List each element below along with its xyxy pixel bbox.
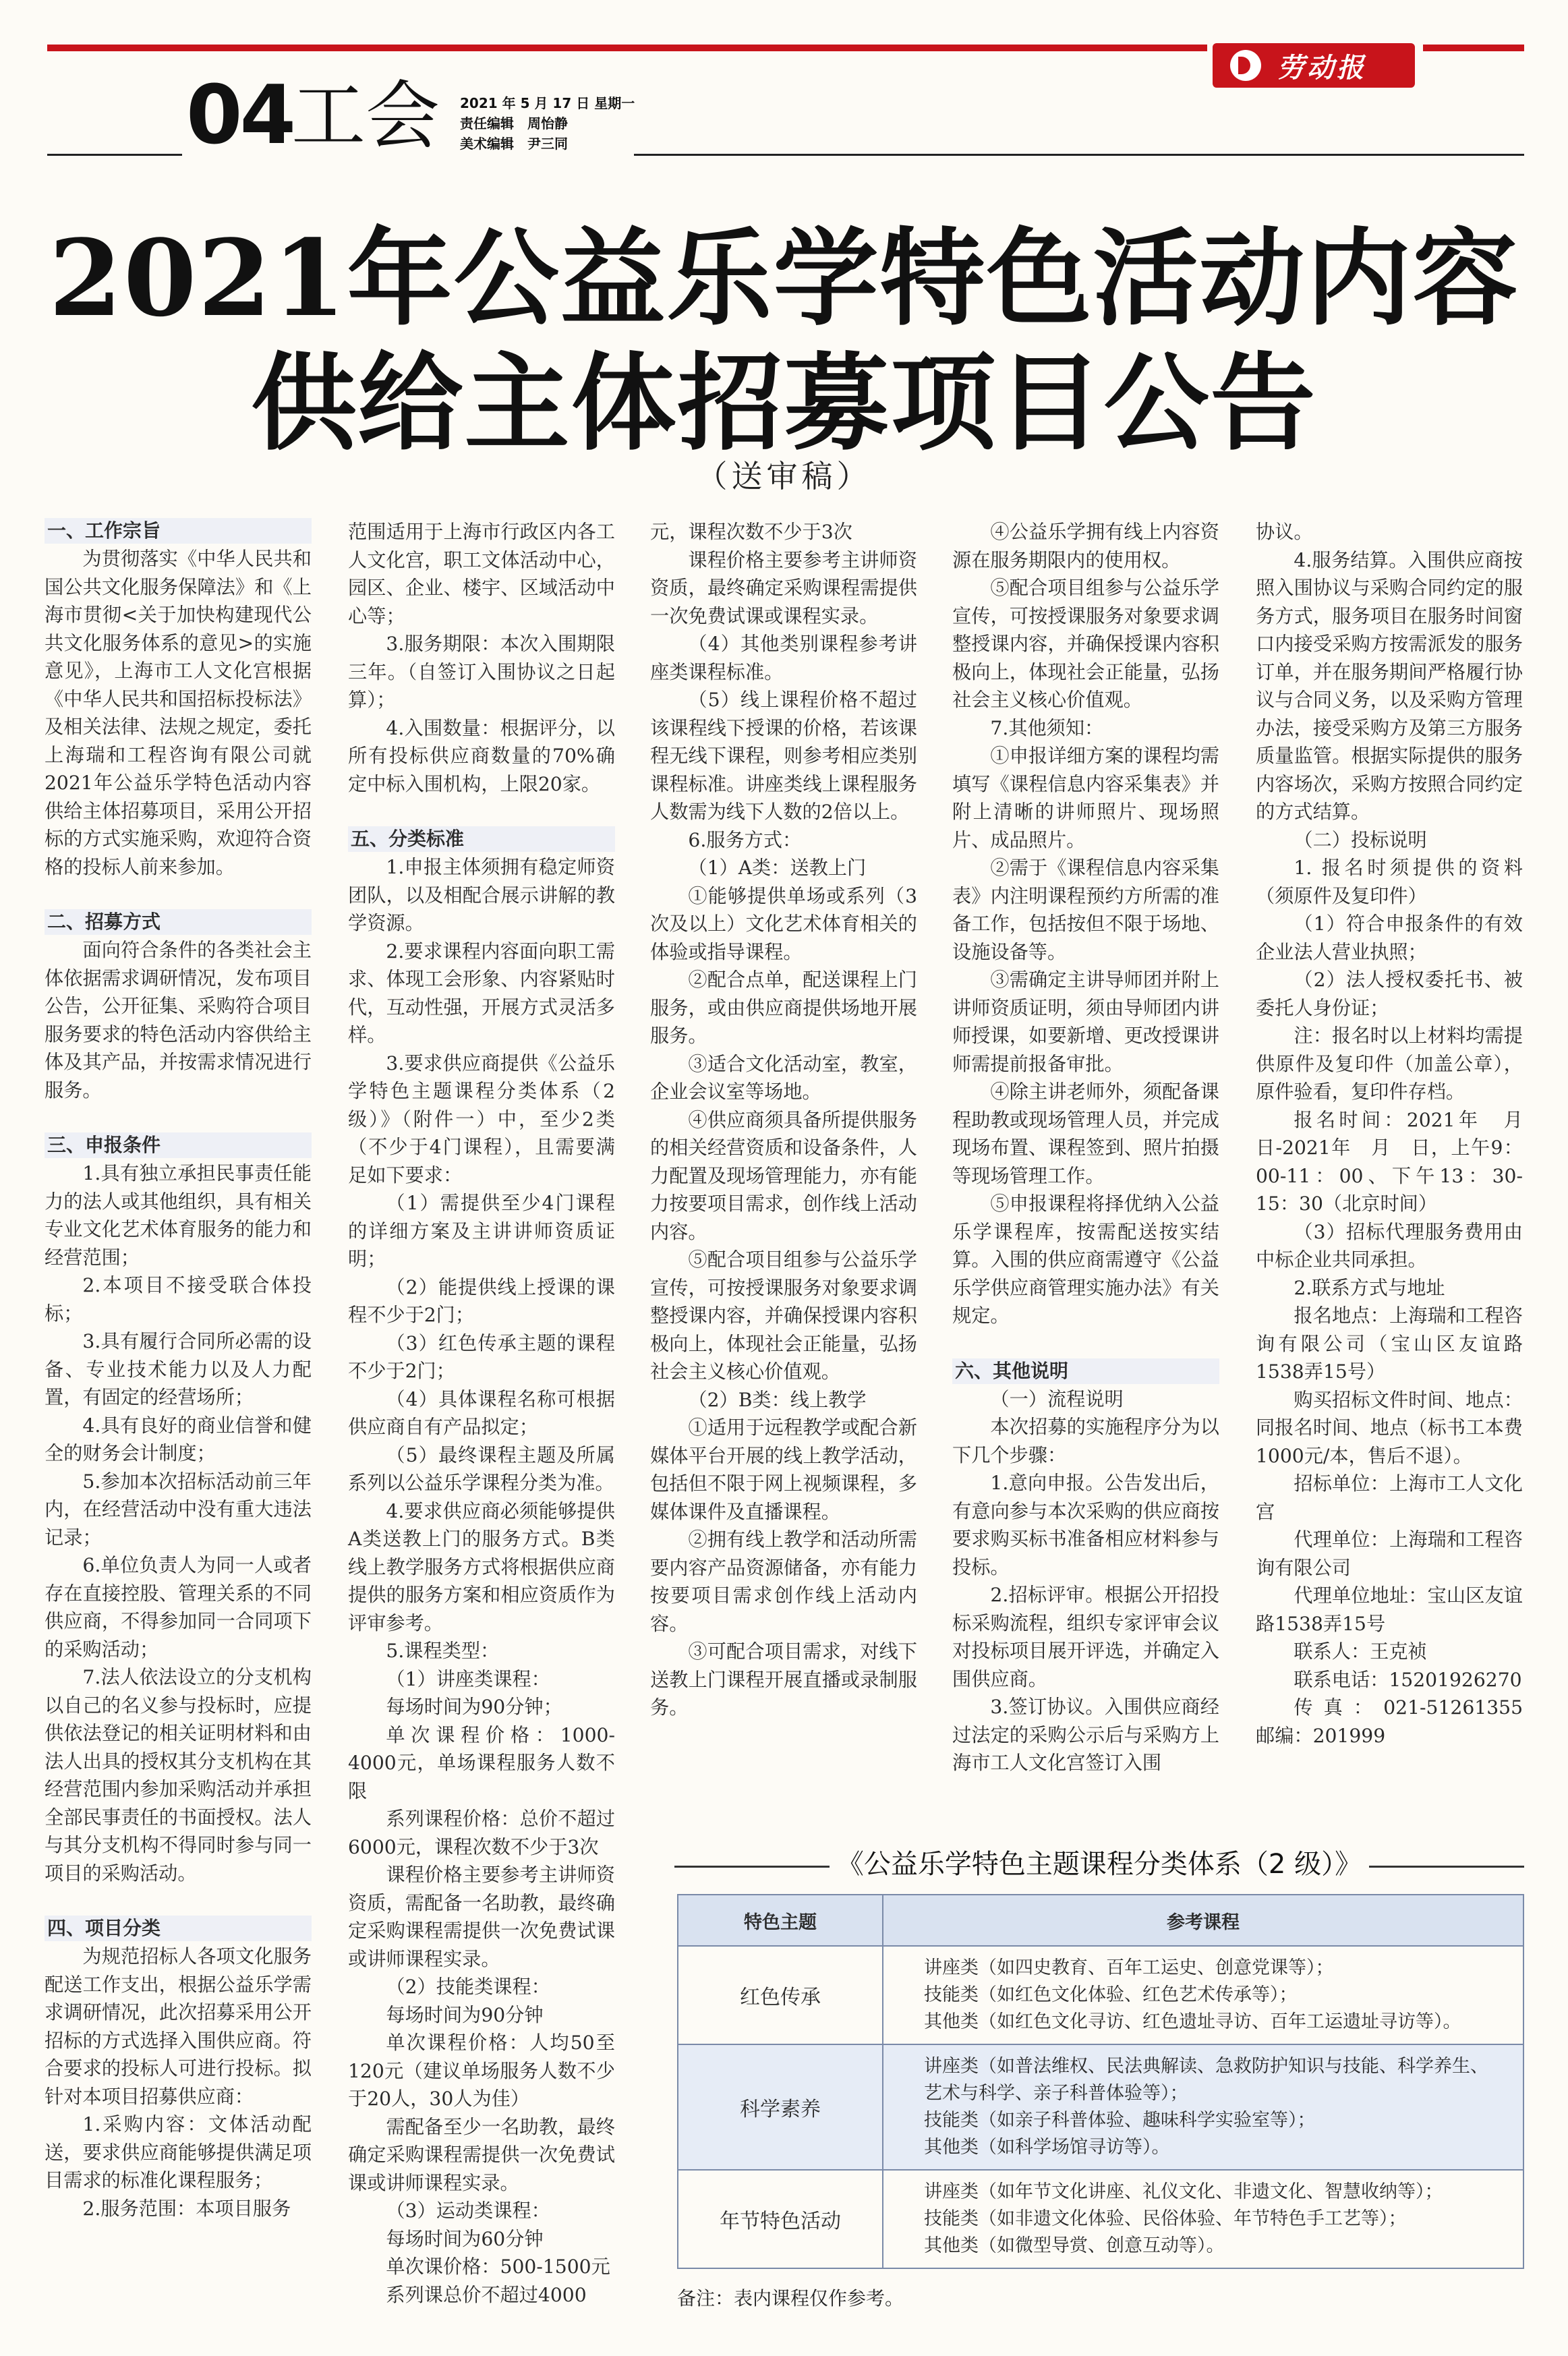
header-rule-left bbox=[47, 154, 182, 156]
paragraph: 课程价格主要参考主讲师资资质，最终确定采购课程需提供一次免费试课或课程实录。 bbox=[650, 548, 917, 627]
paragraph-gap bbox=[45, 1104, 312, 1123]
paragraph: （2）法人授权委托书、被委托人身份证； bbox=[1256, 969, 1523, 1019]
paragraph: ⑤申报课程将择优纳入公益乐学课程库，按需配送按实结算。入围的供应商需遵守《公益乐学供应商管理实施办法》有关规定。 bbox=[952, 1193, 1219, 1327]
text-column-5 bbox=[1256, 518, 1542, 1750]
paragraph: 3.服务期限：本次入围期限三年。（自签订入围协议之日起算）； bbox=[348, 633, 615, 711]
paragraph: 2.联系方式与地址 bbox=[1294, 1276, 1445, 1299]
paragraph: 2.要求课程内容面向职工需求、体现工会形象、内容紧贴时代，互动性强，开展方式灵活多样。 bbox=[348, 940, 615, 1046]
section-heading: 四、项目分类 bbox=[45, 1916, 312, 1941]
paragraph: ①适用于远程教学或配合新媒体平台开展的线上教学活动，包括但不限于网上视频课程，多媒体课件及直播课程。 bbox=[650, 1416, 917, 1523]
paragraph: 4.具有良好的商业信誉和健全的财务会计制度； bbox=[45, 1414, 312, 1464]
course-line: 技能类（如红色文化体验、红色艺术传承等）； bbox=[924, 1984, 1298, 2005]
paragraph: 代理单位地址：宝山区友谊路1538弄15号 bbox=[1256, 1584, 1523, 1635]
paragraph: 课程价格主要参考主讲师资资质，需配备一名助教，最终确定采购课程需提供一次免费试课或讲师课程实录。 bbox=[348, 1864, 615, 1970]
paragraph: （3）招标代理服务费用由中标企业共同承担。 bbox=[1256, 1220, 1523, 1271]
paragraph: 系列课总价不超过4000 bbox=[386, 2283, 587, 2306]
paragraph: ④除主讲老师外，须配备课程助教或现场管理人员，并完成现场布置、课程签到、照片拍摄等现场管理工作。 bbox=[952, 1081, 1219, 1187]
paragraph-gap bbox=[952, 1330, 1219, 1349]
header-courses: 参考课程 bbox=[883, 1895, 1523, 1946]
paragraph: 协议。 bbox=[1256, 521, 1313, 543]
text-column-1 bbox=[45, 518, 312, 2222]
paragraph: ③适合文化活动室，教室，企业会议室等场地。 bbox=[650, 1052, 917, 1103]
paragraph: ⑤配合项目组参与公益乐学宣传，可按授课服务对象要求调整授课内容，并确保授课内容积极向上，体现社会正能量，弘扬社会主义核心价值观。 bbox=[952, 577, 1219, 711]
paragraph: 1.申报主体须拥有稳定师资团队，以及相配合展示讲解的教学资源。 bbox=[348, 856, 615, 934]
course-line: 其他类（如科学场馆寻访等）。 bbox=[924, 2137, 1170, 2158]
course-line: 技能类（如非遗文化体验、民俗体验、年节特色手工艺等）； bbox=[924, 2208, 1407, 2229]
course-line: 技能类（如亲子科普体验、趣味科学实验室等）； bbox=[924, 2110, 1316, 2131]
paragraph: 1.意向申报。公告发出后，有意向参与本次采购的供应商按要求购买标书准备相应材料参与投标。 bbox=[952, 1472, 1219, 1578]
table-row bbox=[678, 1946, 1523, 2044]
paragraph: 每场时间为90分钟； bbox=[386, 1696, 562, 1718]
table-title bbox=[674, 1843, 1524, 1881]
title-line-1: 2021年公益乐学特色活动内容 bbox=[49, 217, 1519, 340]
paragraph: 1.采购内容：文体活动配送，要求供应商能够提供满足项目需求的标准化课程服务； bbox=[45, 2113, 312, 2191]
paragraph: 联系人：王克祯 bbox=[1294, 1640, 1427, 1663]
header-theme: 特色主题 bbox=[678, 1895, 883, 1946]
paragraph: 面向符合条件的各类社会主体依据需求调研情况，发布项目公告，公开征集、采购符合项目服务要求的特色活动内容供给主体及其产品，并按需求情况进行服务。 bbox=[45, 939, 312, 1101]
paragraph: 6.服务方式： bbox=[688, 828, 802, 851]
page-section-name: 工会 bbox=[291, 73, 440, 159]
paragraph: （二）投标说明 bbox=[1294, 828, 1427, 851]
paragraph: 购买招标文件时间、地点：同报名时间、地点（标书工本费1000元/本，售后不退）。 bbox=[1256, 1388, 1523, 1467]
top-red-rule-right bbox=[1423, 45, 1524, 51]
paragraph: 为规范招标人各项文化服务配送工作支出，根据公益乐学需求调研情况，此次招募采用公开招标的方式选择入围供应商。符合要求的投标人可进行投标。拟针对本项目招募供应商： bbox=[45, 1945, 312, 2108]
paragraph: ③可配合项目需求，对线下送教上门课程开展直播或录制服务。 bbox=[650, 1640, 917, 1719]
paragraph: 系列课程价格：总价不超过6000元，课程次数不少于3次 bbox=[348, 1808, 615, 1858]
theme-cell: 年节特色活动 bbox=[678, 2170, 883, 2268]
paragraph: （一）流程说明 bbox=[990, 1387, 1124, 1410]
paragraph: 招标单位：上海市工人文化宫 bbox=[1256, 1472, 1523, 1523]
paragraph: ④供应商须具备所提供服务的相关经营资质和设备条件，人力配置及现场管理能力，亦有能力按要项目需求，创作线上活动内容。 bbox=[650, 1108, 917, 1243]
paragraph: 3.具有履行合同所必需的设备、专业技术能力以及人力配置，有固定的经营场所； bbox=[45, 1330, 312, 1408]
article-title bbox=[0, 216, 1568, 465]
newspaper-logo bbox=[1213, 43, 1415, 88]
paragraph: （1）符合申报条件的有效企业法人营业执照； bbox=[1256, 913, 1523, 963]
paragraph: 5.课程类型： bbox=[386, 1640, 500, 1662]
course-line: 讲座类（如四史教育、百年工运史、创意党课等）； bbox=[924, 1957, 1334, 1978]
paragraph: （1）讲座类课程： bbox=[386, 1667, 550, 1690]
course-line: 艺术与科学、亲子科普体验等）； bbox=[924, 2083, 1188, 2104]
paragraph: 7.法人依法设立的分支机构以自己的名义参与投标时，应提供依法登记的相关证明材料和由法人出具的授权其分支机构在其经营范围内参加采购活动并承担全部民事责任的书面授权。法人与其分支机构不得同时参与同一项目的采购活动。 bbox=[45, 1666, 312, 1885]
section-heading: 一、工作宗旨 bbox=[45, 518, 312, 544]
paragraph: 3.要求供应商提供《公益乐学特色主题课程分类体系（2级）》（附件一）中，至少2类（不少于4门课程），且需要满足如下要求： bbox=[348, 1052, 615, 1186]
paragraph: 4.服务结算。入围供应商按照入围协议与采购合同约定的服务方式，服务项目在服务时间窗口内接受采购方按需派发的服务订单，并在服务期间严格履行协议与合同义务，以及采购方管理办法，接受采购方及第三方服务质量监管。根据实际提供的服务内容场次，采购方按照合同约定的方式结算。 bbox=[1256, 548, 1523, 823]
paragraph: ⑤配合项目组参与公益乐学宣传，可按授课服务对象要求调整授课内容，并确保授课内容积极向上，体现社会正能量，弘扬社会主义核心价值观。 bbox=[650, 1248, 917, 1383]
reference-courses-cell bbox=[883, 2170, 1523, 2268]
paragraph: 每场时间为90分钟 bbox=[386, 2003, 544, 2026]
issue-date: 2021 年 5 月 17 日 星期一 bbox=[460, 95, 635, 111]
reference-courses-cell bbox=[883, 2044, 1523, 2170]
page-meta bbox=[460, 93, 635, 154]
logo-mark-icon bbox=[1230, 50, 1261, 81]
paragraph: 注：报名时以上材料均需提供原件及复印件（加盖公章），原件验看，复印件存档。 bbox=[1256, 1025, 1523, 1103]
paragraph: 3.签订协议。入围供应商经过法定的采购公示后与采购方上海市工人文化宫签订入围 bbox=[952, 1696, 1219, 1774]
table-title-rule-right bbox=[1369, 1866, 1524, 1868]
course-line: 讲座类（如普法维权、民法典解读、急救防护知识与技能、科学养生、 bbox=[924, 2056, 1488, 2077]
course-line: 其他类（如微型导赏、创意互动等）。 bbox=[924, 2235, 1225, 2256]
table-note: 备注：表内课程仅作参考。 bbox=[677, 2287, 904, 2309]
logo-text: 劳动报 bbox=[1277, 52, 1366, 84]
course-line: 讲座类（如年节文化讲座、礼仪文化、非遗文化、智慧收纳等）； bbox=[924, 2181, 1443, 2202]
theme-cell: 红色传承 bbox=[678, 1946, 883, 2044]
top-red-rule bbox=[47, 45, 1207, 51]
paragraph: 代理单位：上海瑞和工程咨询有限公司 bbox=[1256, 1528, 1523, 1579]
paragraph: 本次招募的实施程序分为以下几个步骤： bbox=[952, 1416, 1219, 1466]
paragraph: 需配备至少一名助教，最终确定采购课程需提供一次免费试课或讲师课程实录。 bbox=[348, 2115, 615, 2194]
table-body bbox=[678, 1946, 1523, 2268]
text-column-2 bbox=[348, 518, 615, 2309]
table-title-text: 《公益乐学特色主题课程分类体系（2 级）》 bbox=[836, 1849, 1362, 1880]
table-header-row bbox=[678, 1895, 1523, 1946]
paragraph: 7.其他须知： bbox=[990, 716, 1104, 739]
paragraph: （3）红色传承主题的课程不少于2门； bbox=[348, 1331, 615, 1382]
paragraph: （1）A类：送教上门 bbox=[688, 857, 867, 879]
paragraph: （5）线上课程价格不超过该课程线下授课的价格，若该课程无线下课程，则参考相应类别课程标准。讲座类线上课程服务人数需为线下人数的2倍以上。 bbox=[650, 689, 917, 823]
paragraph: 单次课价格：500-1500元 bbox=[386, 2256, 610, 2278]
paragraph: 单次课程价格：人均50至120元（建议单场服务人数不少于20人，30人为佳） bbox=[348, 2032, 615, 2110]
header-rule-right bbox=[634, 154, 1524, 156]
paragraph: （2）能提供线上授课的课程不少于2门； bbox=[348, 1275, 615, 1326]
paragraph: 传真：021-51261355 邮编：201999 bbox=[1256, 1696, 1542, 1747]
paragraph: 1. 报名时须提供的资料（须原件及复印件） bbox=[1256, 857, 1523, 907]
paragraph: 5.参加本次招标活动前三年内，在经营活动中没有重大违法记录； bbox=[45, 1470, 312, 1549]
paragraph: （2）技能类课程： bbox=[386, 1976, 550, 1998]
table-row bbox=[678, 2044, 1523, 2170]
theme-cell: 科学素养 bbox=[678, 2044, 883, 2170]
paragraph: 4.要求供应商必须能够提供A类送教上门的服务方式。B类线上教学服务方式将根据供应商提供的服务方案和相应资质作为评审参考。 bbox=[348, 1499, 615, 1634]
paragraph: ④公益乐学拥有线上内容资源在服务期限内的使用权。 bbox=[952, 521, 1219, 571]
paragraph: 每场时间为60分钟 bbox=[386, 2227, 544, 2250]
article-subtitle: （送审稿） bbox=[696, 458, 872, 494]
paragraph: ②拥有线上教学和活动所需要内容产品资源储备，亦有能力按要项目需求创作线上活动内容。 bbox=[650, 1528, 917, 1635]
paragraph: 元，课程次数不少于3次 bbox=[650, 521, 852, 543]
paragraph: ②需于《课程信息内容采集表》内注明课程预约方所需的准备工作，包括按但不限于场地、设施设备等。 bbox=[952, 857, 1219, 963]
paragraph: （4）其他类别课程参考讲座类课程标准。 bbox=[650, 633, 917, 683]
paragraph: 联系电话：15201926270 bbox=[1294, 1668, 1522, 1691]
paragraph: ②配合点单，配送课程上门服务，或由供应商提供场地开展服务。 bbox=[650, 969, 917, 1047]
paragraph: 为贯彻落实《中华人民共和国公共文化服务保障法》和《上海市贯彻<关于加快构建现代公共文化服务体系的意见>的实施意见》，上海市工人文化宫根据《中华人民共和国招标投标法》及相关法律、法规之规定，委托上海瑞和工程咨询有限公司就2021年公益乐学特色活动内容供给主体招募项目，采用公开招标的方式实施采购，欢迎符合资格的投标人前来参加。 bbox=[45, 548, 312, 878]
reference-courses-cell bbox=[883, 1946, 1523, 2044]
paragraph-gap bbox=[45, 1887, 312, 1906]
paragraph: 6.单位负责人为同一人或者存在直接控股、管理关系的不同供应商，不得参加同一合同项下的采购活动； bbox=[45, 1554, 312, 1661]
course-classification-table bbox=[677, 1894, 1524, 2269]
table-title-rule-left bbox=[674, 1866, 830, 1868]
paragraph: 范围适用于上海市行政区内各工人文化宫，职工文体活动中心，园区、企业、楼宇、区域活动中心等； bbox=[348, 521, 615, 627]
paragraph: 2.服务范围：本项目服务 bbox=[82, 2197, 291, 2220]
section-heading: 五、分类标准 bbox=[348, 826, 615, 852]
page-number: 04 bbox=[186, 69, 293, 163]
art-editor-credit: 美术编辑 尹三同 bbox=[460, 136, 568, 152]
title-line-2: 供给主体招募项目公告 bbox=[251, 341, 1317, 465]
paragraph: （3）运动类课程： bbox=[386, 2200, 550, 2222]
paragraph: （2）B类：线上教学 bbox=[688, 1388, 867, 1411]
paragraph: 2.招标评审。根据公开招投标采购流程，组织专家评审会议对投标项目展开评选，并确定入围供应商。 bbox=[952, 1584, 1219, 1690]
section-heading: 二、招募方式 bbox=[45, 909, 312, 935]
text-column-3 bbox=[650, 518, 917, 1722]
paragraph: ③需确定主讲导师团并附上讲师资质证明，须由导师团内讲师授课，如要新增、更改授课讲师需提前报备审批。 bbox=[952, 969, 1219, 1075]
paragraph-gap bbox=[348, 798, 615, 817]
paragraph: 单次课程价格：1000-4000元，单场课程服务人数不限 bbox=[348, 1723, 615, 1802]
paragraph: 4.入围数量：根据评分，以所有投标供应商数量的70%确定中标入围机构，上限20家。 bbox=[348, 716, 615, 795]
paragraph: 2.本项目不接受联合体投标； bbox=[45, 1274, 312, 1325]
table-row bbox=[678, 2170, 1523, 2268]
paragraph: （4）具体课程名称可根据供应商自有产品拟定； bbox=[348, 1387, 615, 1438]
text-column-4 bbox=[952, 518, 1219, 1777]
paragraph: ①申报详细方案的课程均需填写《课程信息内容采集表》并附上清晰的讲师照片、现场照片、成品照片。 bbox=[952, 745, 1219, 851]
paragraph-gap bbox=[45, 881, 312, 900]
paragraph: （1）需提供至少4门课程的详细方案及主讲讲师资质证明； bbox=[348, 1192, 615, 1270]
paragraph: 报名时间：2021年 月 日-2021年 月 日，上午9：00-11：00、下午13：30-15：30（北京时间） bbox=[1256, 1108, 1542, 1215]
paragraph: （5）最终课程主题及所属系列以公益乐学课程分类为准。 bbox=[348, 1443, 615, 1494]
paragraph: 1.具有独立承担民事责任能力的法人或其他组织，具有相关专业文化艺术体育服务的能力和经营范围； bbox=[45, 1162, 312, 1269]
paragraph: 报名地点：上海瑞和工程咨询有限公司（宝山区友谊路1538弄15号） bbox=[1256, 1304, 1523, 1383]
course-line: 其他类（如红色文化寻访、红色遗址寻访、百年工运遗址寻访等）。 bbox=[924, 2011, 1461, 2032]
section-heading: 六、其他说明 bbox=[952, 1358, 1219, 1384]
section-heading: 三、申报条件 bbox=[45, 1132, 312, 1158]
paragraph: ①能够提供单场或系列（3次及以上）文化艺术体育相关的体验或指导课程。 bbox=[650, 884, 917, 963]
editor-credit: 责任编辑 周怡静 bbox=[460, 115, 568, 132]
